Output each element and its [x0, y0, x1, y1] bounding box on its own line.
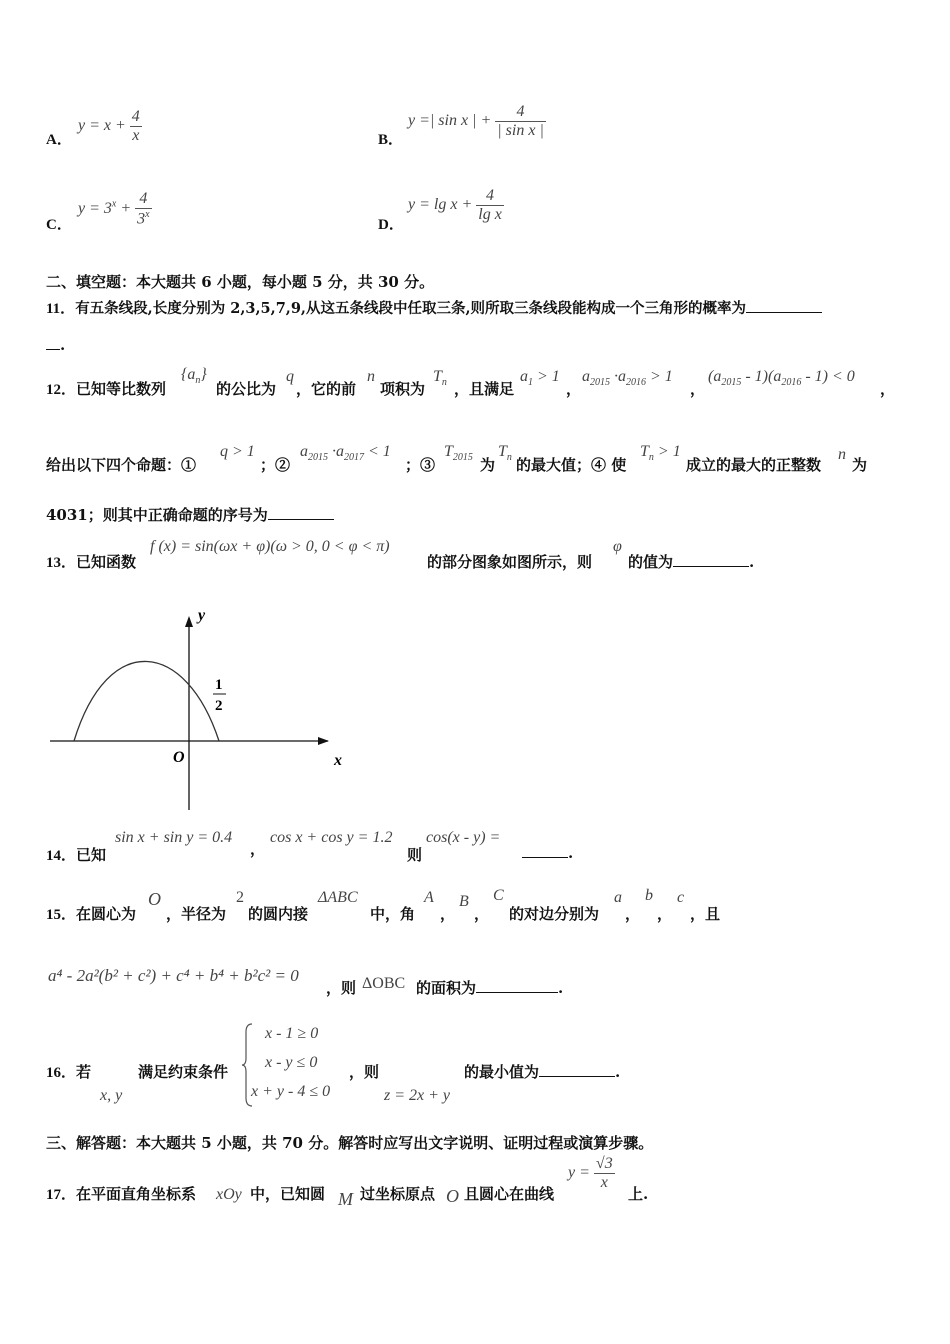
T-symbol: $T_n$ [433, 368, 447, 389]
triangle-obc: ΔOBC [362, 975, 406, 992]
q15-text: 中，角 [370, 905, 416, 923]
q12-text: ，它的前 [296, 380, 357, 398]
angle-B: B [459, 893, 469, 910]
option-c [46, 213, 72, 234]
cond-1: $a_1 > 1$ [520, 368, 560, 389]
q12-text: ；③ [405, 456, 436, 474]
q15-text: 的圆内接 [248, 905, 309, 923]
frac-den: 2 [215, 698, 223, 714]
prop-1: q > 1 [220, 443, 255, 460]
side-c: c [677, 889, 685, 906]
side-b: b [645, 887, 653, 904]
question-11: 11．有五条线段,长度分别为 2,3,5,7,9,从这五条线段中任取三条,则所取三条线段能构成一个三角形的概率为 [46, 297, 822, 318]
option-a-formula: y = x + $\frac{4}{x}$ [78, 108, 140, 144]
q16-text: ，则 [349, 1063, 380, 1081]
O-symbol: O [148, 889, 161, 909]
q12-text: 成立的最大的正整数 [686, 456, 822, 474]
q17-text: 中，已知圆 [250, 1185, 326, 1203]
O-symbol: O [446, 1186, 459, 1206]
q12-text: 给出以下四个命题：① [46, 456, 197, 474]
x-axis-arrow [318, 737, 329, 745]
option-label: A． [46, 132, 72, 148]
n-symbol: n [838, 446, 846, 463]
q17-text: 且圆心在曲线 [464, 1185, 555, 1203]
option-d [378, 213, 404, 234]
comma: ， [880, 380, 896, 398]
q12-text: ；② [260, 456, 291, 474]
q13-text: 的部分图象如图所示，则 [427, 553, 593, 571]
q-symbol: q [286, 368, 294, 385]
comma: ， [440, 905, 456, 923]
question-14: 14．已知 [46, 846, 107, 864]
origin-label: O [173, 749, 185, 766]
radius-value: 2 [236, 889, 244, 906]
q12-text: 为 [480, 456, 496, 474]
q15-text: 的对边分别为 [509, 905, 600, 923]
comma: ， [474, 905, 490, 923]
option-label: C． [46, 217, 72, 233]
question-15: 15．在圆心为 [46, 905, 137, 923]
condition-equation: a⁴ - 2a²(b² + c²) + c⁴ + b⁴ + b²c² = 0 [48, 966, 299, 985]
q17-text: 上. [628, 1185, 649, 1203]
question-13: 13．已知函数 [46, 553, 137, 571]
option-b [378, 128, 403, 149]
eq-sin: sin x + sin y = 0.4 [115, 829, 233, 846]
frac-num: 1 [215, 677, 223, 693]
comma: ， [657, 905, 673, 923]
option-d-formula: y = lg x + $\frac{4}{\text{lg x}}$ [408, 187, 502, 223]
triangle-abc: ΔABC [318, 889, 358, 906]
q13-text-end: 的值为 . [628, 553, 755, 571]
section-3-heading: 三、解答题：本大题共 5 小题，共 70 分。解答时应写出文字说明、证明过程或演算步骤。 [46, 1134, 654, 1152]
option-a [46, 128, 72, 149]
question-12-line1: 12．已知等比数列 [46, 380, 167, 398]
T-symbol: $T_n$ [498, 443, 512, 464]
q12-text: ，且满足 [454, 380, 515, 398]
comma: ， [566, 380, 582, 398]
prop-2: $a_{2015} \cdot a_{2017} < 1$ [300, 443, 391, 464]
xoy: xOy [216, 1186, 242, 1203]
prop-3: $T_{2015}$ [444, 443, 473, 464]
q15-text: ，则 [326, 979, 357, 997]
curve-formula: y = $\frac{√3}{x}$ [568, 1155, 613, 1191]
q12-text: 项积为 [380, 380, 426, 398]
q15-text: ，半径为 [166, 905, 227, 923]
n-symbol: n [367, 368, 375, 385]
option-label: B． [378, 132, 404, 148]
section-2-heading: 二、填空题：本大题共 6 小题，每小题 5 分，共 30 分。 [46, 273, 435, 291]
comma: ， [690, 380, 706, 398]
cond-3: $(a_{2015} - 1)(a_{2016} - 1) < 0$ [708, 368, 855, 389]
angle-C: C [493, 887, 504, 904]
q16-text: 满足约束条件 [138, 1063, 229, 1081]
cond-2: $a_{2015} \cdot a_{2016} > 1$ [582, 368, 673, 389]
q16-answer: 的最小值为 . [464, 1063, 621, 1081]
function-formula: f (x) = sin(ωx + φ)(ω > 0, 0 < φ < π) [150, 538, 390, 555]
option-b-formula: y =| sin x | + $\frac{4}{\text{| sin x |}}$ [408, 103, 544, 139]
constraint-3: x + y - 4 ≤ 0 [251, 1083, 331, 1100]
seq-formula: $\{a_n\}$ [181, 366, 207, 387]
q12-text: 的公比为 [216, 380, 277, 398]
q15-text: ，且 [690, 905, 721, 923]
eq-target: cos(x - y) = [426, 829, 501, 846]
constraint-2: x - y ≤ 0 [265, 1054, 318, 1071]
comma: ， [250, 840, 266, 858]
prop-4: $T_n > 1$ [640, 443, 681, 464]
q14-text: 则 [407, 846, 423, 864]
question-12-line3: 4031；则其中正确命题的序号为 [46, 504, 334, 525]
q15-answer: 的面积为 . [416, 979, 564, 997]
question-11-cont: . [46, 336, 65, 354]
q14-answer: . [522, 844, 573, 862]
sine-curve [74, 661, 219, 741]
y-axis-arrow [185, 616, 193, 627]
constraint-1: x - 1 ≥ 0 [265, 1025, 319, 1042]
side-a: a [614, 889, 622, 906]
x-axis-label: x [334, 752, 342, 769]
comma: ， [625, 905, 641, 923]
y-axis-label: y [198, 607, 206, 624]
xy-vars: x, y [100, 1087, 123, 1104]
function-graph [50, 600, 360, 815]
q17-text: 过坐标原点 [360, 1185, 436, 1203]
option-label: D． [378, 217, 404, 233]
question-17: 17．在平面直角坐标系 [46, 1185, 197, 1203]
M-symbol: M [338, 1189, 353, 1209]
objective: z = 2x + y [384, 1087, 451, 1104]
eq-cos: cos x + cos y = 1.2 [270, 829, 393, 846]
q12-text: 的最大值；④ 使 [516, 456, 627, 474]
option-c-formula: $y = 3^x$ + $\frac{4}{3^x}$ [78, 190, 150, 228]
angle-A: A [424, 889, 434, 906]
phi-symbol: φ [613, 538, 622, 555]
q12-text: 为 [852, 456, 868, 474]
question-16: 16．若 [46, 1063, 92, 1081]
